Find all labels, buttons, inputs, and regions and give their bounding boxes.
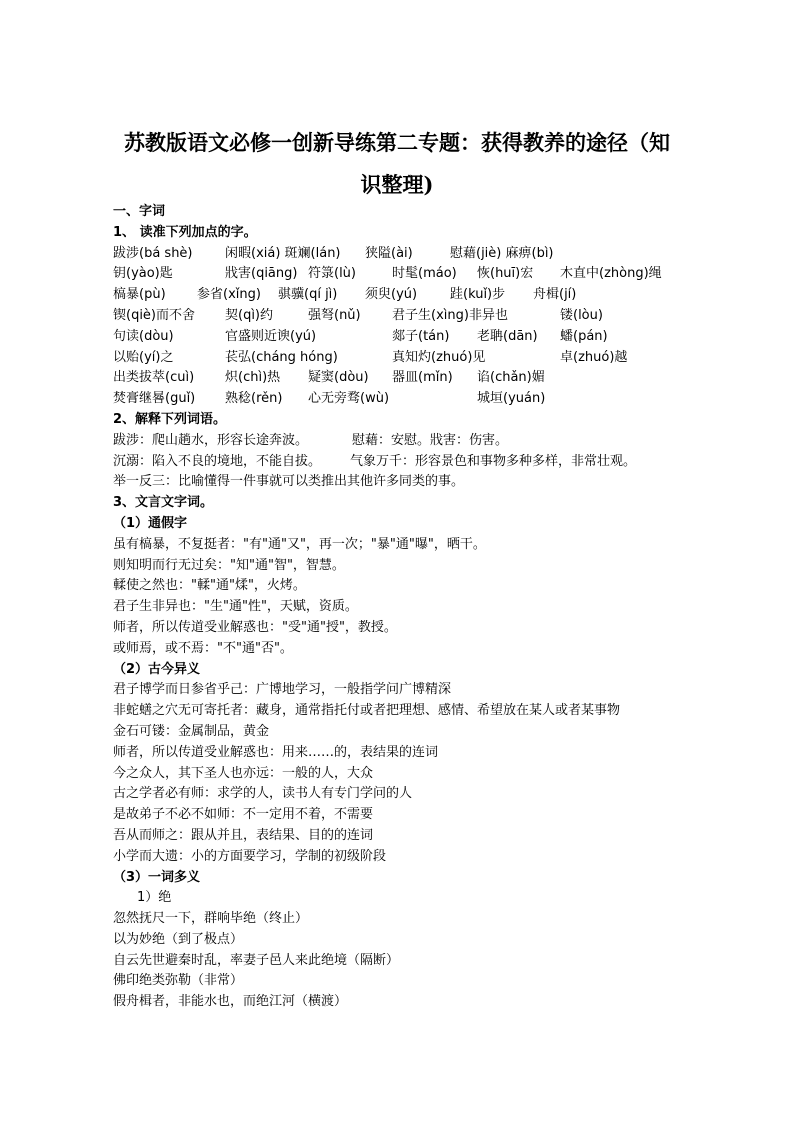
tongjia-line: 或师焉，或不焉："不"通"否"。	[113, 640, 293, 656]
subsection-heading-definitions: 2、解释下列词语。	[113, 411, 227, 427]
pronunciation-row	[113, 327, 713, 348]
pronunciation-item: 卓(zhuó)越	[560, 349, 628, 365]
definition-item: 慰藉：安慰。戕害：伤害。	[352, 432, 509, 448]
duoyi-line: 佛印绝类弥勒（非常）	[113, 973, 244, 989]
subsection-heading-classical: 3、文言文字词。	[113, 495, 214, 511]
pronunciation-item: 锲(qiè)而不舍	[113, 307, 196, 323]
pronunciation-item: 须臾(yú)	[365, 287, 418, 303]
pronunciation-item: 舟楫(jí)	[533, 287, 577, 303]
gujin-line: 今之众人，其下圣人也亦远：一般的人，大众	[113, 765, 374, 781]
pronunciation-row	[113, 244, 713, 265]
gujin-line: 是故弟子不必不如师：不一定用不着，不需要	[113, 807, 374, 823]
pronunciation-item: 城垣(yuán)	[477, 391, 546, 407]
pronunciation-item: 时髦(máo)	[392, 266, 457, 282]
definition-line	[113, 472, 713, 493]
pronunciation-item: 符箓(lù)	[308, 266, 356, 282]
pronunciation-row	[113, 348, 713, 369]
pronunciation-item: 骐骥(qí jì)	[278, 287, 338, 303]
pronunciation-item: 木直中(zhòng)绳	[560, 266, 662, 282]
duoyi-line: 自云先世避秦时乱，率妻子邑人来此绝境（隔断）	[113, 952, 400, 968]
gujin-line: 非蛇蟮之穴无可寄托者：藏身，通常指托付或者把理想、感情、希望放在某人或者某事物	[113, 703, 621, 719]
pronunciation-item: 真知灼(zhuó)见	[392, 349, 486, 365]
duoyi-line: 忽然抚尺一下，群响毕绝（终止）	[113, 911, 309, 927]
gujin-line: 小学而大遗：小的方面要学习，学制的初级阶段	[113, 848, 387, 864]
pronunciation-item: 出类拔萃(cuì)	[113, 370, 195, 386]
pronunciation-item: 疑窦(dòu)	[308, 370, 369, 386]
pronunciation-item: 强弩(nǔ)	[308, 307, 361, 323]
tongjia-line: 师者，所以传道受业解惑也："受"通"授"，教授。	[113, 619, 397, 635]
pronunciation-row	[113, 389, 713, 410]
definition-line	[113, 452, 713, 473]
pronunciation-item: 镂(lòu)	[560, 307, 603, 323]
gujin-line: 君子博学而日参省乎己：广博地学习，一般指学问广博精深	[113, 682, 452, 698]
gujin-line: 金石可镂：金属制品，黄金	[113, 723, 270, 739]
pronunciation-item: 参省(xǐng)	[197, 287, 261, 303]
definition-item: 气象万千：形容景色和事物多种多样，非常壮观。	[350, 453, 637, 469]
pronunciation-item: 郯子(tán)	[392, 328, 450, 344]
title-line-1: 苏教版语文必修一创新导练第二专题：获得教养的途径（知	[124, 130, 670, 155]
subsection-heading-pronunciation: 1、 读准下列加点的字。	[113, 224, 257, 240]
pronunciation-item: 蟠(pán)	[560, 328, 608, 344]
pronunciation-item: 炽(chì)热	[225, 370, 281, 386]
pronunciation-item: 苌弘(cháng hóng)	[225, 349, 338, 365]
tongjia-line: 君子生非异也："生"通"性"，天赋，资质。	[113, 599, 358, 615]
pronunciation-item: 老聃(dān)	[477, 328, 538, 344]
title-line-2: 识整理)	[360, 172, 434, 197]
pronunciation-item: 慰藉(jiè) 麻痹(bì)	[450, 245, 554, 261]
pronunciation-row	[113, 264, 713, 285]
pronunciation-item: 以贻(yí)之	[113, 349, 174, 365]
pronunciation-item: 闲暇(xiá) 斑斓(lán)	[225, 245, 341, 261]
document-body	[113, 202, 713, 1013]
pronunciation-item: 心无旁骛(wù)	[308, 391, 390, 407]
gujin-line: 师者，所以传道受业解惑也：用来……的，表结果的连词	[113, 744, 439, 760]
pronunciation-item: 谄(chǎn)媚	[477, 370, 545, 386]
pronunciation-item: 君子生(xìng)非异也	[392, 307, 508, 323]
duoyi-line: 以为妙绝（到了极点）	[113, 931, 244, 947]
pronunciation-item: 熟稔(rěn)	[225, 391, 283, 407]
tongjia-line: 虽有槁暴，不复挺者："有"通"又"，再一次；"暴"通"曝"，晒干。	[113, 536, 486, 552]
pronunciation-item: 焚膏继晷(guǐ)	[113, 391, 196, 407]
pronunciation-item: 钥(yào)匙	[113, 266, 173, 282]
pronunciation-item: 跬(kuǐ)步	[450, 287, 506, 303]
pronunciation-item: 狭隘(ài)	[365, 245, 413, 261]
gujin-line: 古之学者必有师：求学的人，读书人有专门学问的人	[113, 786, 413, 802]
tongjia-line: 则知明而行无过矣："知"通"智"，智慧。	[113, 557, 345, 573]
pronunciation-item: 恢(huī)宏	[477, 266, 534, 282]
duoyi-heading: （3）一词多义	[113, 869, 201, 885]
section-heading-words: 一、字词	[113, 204, 166, 219]
pronunciation-row	[113, 368, 713, 389]
definition-item: 跋涉：爬山趟水，形容长途奔波。	[113, 432, 309, 448]
pronunciation-item: 戕害(qiāng)	[225, 266, 298, 282]
definition-line	[113, 431, 713, 452]
gujin-heading: （2）古今异义	[113, 661, 201, 677]
definition-item: 沉溺：陷入不良的境地，不能自拔。	[113, 453, 322, 469]
pronunciation-item: 契(qì)约	[225, 307, 274, 323]
tongjia-heading: （1）通假字	[113, 515, 188, 531]
duoyi-subheading: 1）绝	[137, 890, 172, 906]
definition-item: 举一反三：比喻懂得一件事就可以类推出其他许多同类的事。	[113, 474, 465, 490]
duoyi-line: 假舟楫者，非能水也，而绝江河（横渡）	[113, 994, 348, 1010]
pronunciation-row	[113, 285, 713, 306]
gujin-line: 吾从而师之：跟从并且，表结果、目的的连词	[113, 827, 374, 843]
pronunciation-item: 槁暴(pù)	[113, 287, 166, 303]
tongjia-line: 輮使之然也："輮"通"煣"，火烤。	[113, 578, 306, 594]
pronunciation-item: 句读(dòu)	[113, 328, 174, 344]
pronunciation-row	[113, 306, 713, 327]
pronunciation-item: 器皿(mǐn)	[392, 370, 453, 386]
pronunciation-item: 官盛则近谀(yú)	[225, 328, 317, 344]
pronunciation-item: 跋涉(bá shè)	[113, 245, 193, 261]
document-title	[0, 122, 794, 206]
